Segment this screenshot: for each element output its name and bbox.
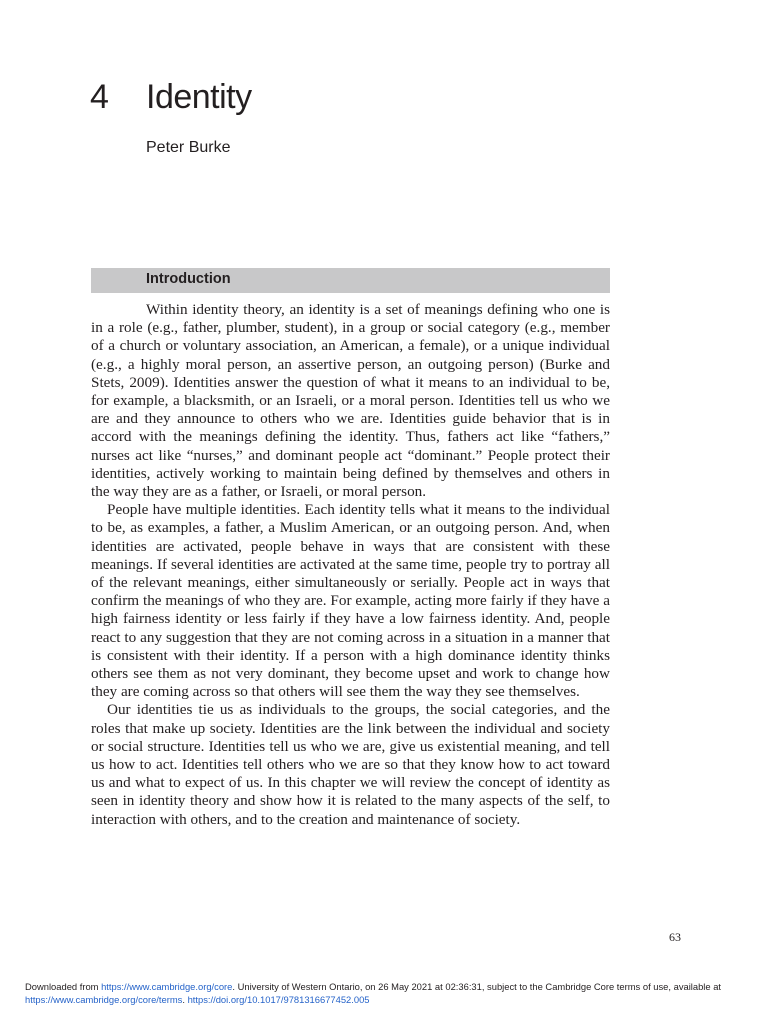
page-number: 63 [669,930,681,944]
footer-line-1 [25,980,755,993]
paragraph: People have multiple identities. Each identity tells what it means to the individual to be, as examples, a father, a Muslim American, or an outgoing person. And, when identities are activated, people behave in ways that are consistent with these meanings. If several identities are activated at the same time, people try to portray all of the relevant meanings, either simultaneously or serially. People act in ways that confirm the meanings of who they are. For example, acting more fairly if they have a high fairness identity or less fairly if they have a low fairness identity. And, people react to any suggestion that they are not coming across in a situation in a manner that is consistent with their identity. If a person with a high dominance identity thinks others see them as not very dominant, they become upset and work to change how they are coming across so that others will see them the way they see themselves. [91,501,610,701]
paragraph: Our identities tie us as individuals to the groups, the social categories, and the roles that make up society. Identities are the link between the individual and society or social structure. Identities tell us who we are, give us existential meaning, and tell us how to act. Identities tell others who we are so that they know how to act toward us and what to expect of us. In this chapter we will review the concept of identity as seen in identity theory and show how it is related to the many aspects of the self, to interaction with others, and to the creation and maintenance of society. [91,701,610,828]
footer-prefix: Downloaded from [25,981,102,992]
author-name: Peter Burke [146,139,231,156]
footer-middle-text: . University of Western Ontario, on 26 May 2021 at 02:36:31, subject to the Cambridge Core terms of use, available at [232,981,722,992]
chapter-number: 4 [90,78,109,116]
footer-separator: . [182,994,188,1005]
doi-link[interactable]: https://doi.org/10.1017/9781316677452.005 [187,994,370,1005]
section-heading: Introduction [146,271,231,287]
chapter-title: Identity [146,78,252,116]
paragraph: Within identity theory, an identity is a set of meanings defining who one is in a role (e.g., father, plumber, student), in a group or social category (e.g., member of a church or voluntary association, an American, a female), or a unique individual (e.g., a highly moral person, an assertive person, an outgoing person) (Burke and Stets, 2009). Identities answer the question of what it means to an individual to be, for example, a blacksmith, or an Israeli, or a moral person. Identities tell us who we are and they announce to others who we are. Identities guide behavior that is in accord with the meanings defining the identity. Thus, fathers act like “fathers,” nurses act like “nurses,” and dominant people act “dominant.” People protect their identities, actively working to maintain being defined by themselves and others in the way they are as a father, or Israeli, or moral person. [91,301,610,501]
body-text [91,301,610,829]
terms-link[interactable]: https://www.cambridge.org/core/terms [25,994,183,1005]
download-footer [25,980,755,1006]
cambridge-core-link[interactable]: https://www.cambridge.org/core [101,981,233,992]
section-heading-bar [91,268,610,293]
footer-line-2 [25,993,755,1006]
chapter-header [90,78,252,117]
